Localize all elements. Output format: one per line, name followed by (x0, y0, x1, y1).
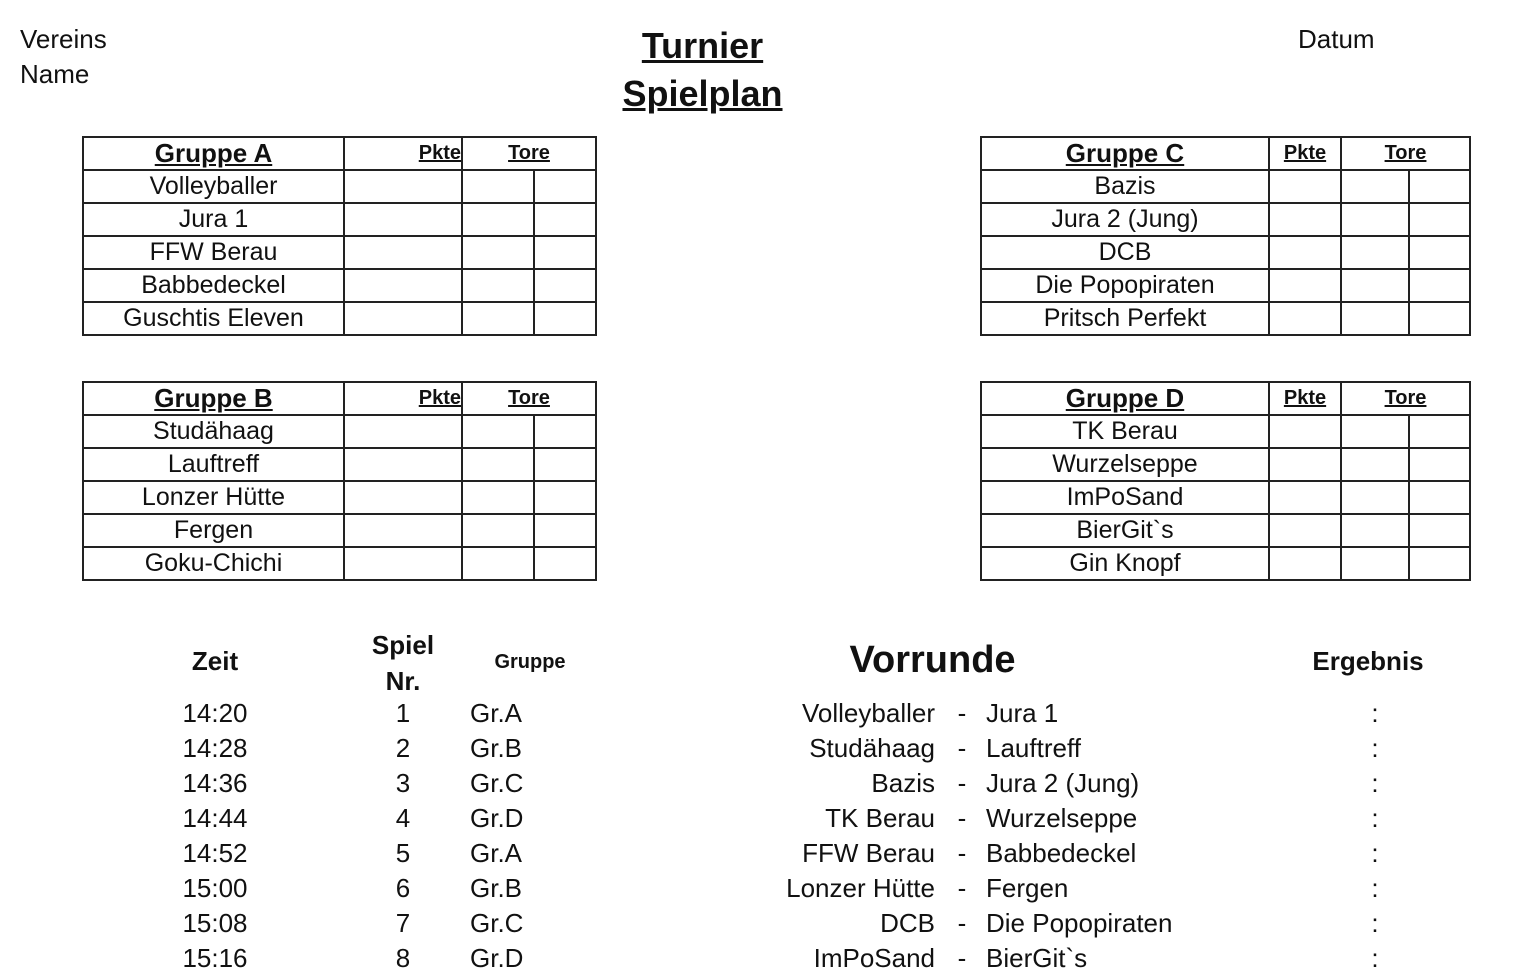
game-number-header-line1: Spiel (371, 630, 435, 660)
table-row (83, 448, 596, 481)
match-time: 15:16 (182, 943, 248, 973)
team-name: BierGit`s (981, 514, 1269, 547)
group-c-table (980, 136, 1471, 336)
group-d-title: Gruppe D (981, 382, 1269, 415)
time-column-header: Zeit (191, 646, 239, 676)
goals-against-cell[interactable] (534, 170, 596, 203)
goals-for-cell[interactable] (462, 481, 534, 514)
result-field[interactable]: : (1371, 943, 1379, 973)
points-cell[interactable] (1269, 415, 1341, 448)
home-team: DCB (880, 908, 935, 938)
match-group: Gr.C (470, 768, 524, 798)
goals-against-cell[interactable] (1409, 269, 1470, 302)
team-name: Fergen (83, 514, 344, 547)
match-number: 6 (395, 873, 411, 903)
points-cell[interactable] (344, 415, 462, 448)
goals-header: Tore (1341, 137, 1470, 170)
result-field[interactable]: : (1371, 838, 1379, 868)
table-row (981, 170, 1470, 203)
home-team: Volleyballer (802, 698, 935, 728)
match-number: 1 (395, 698, 411, 728)
table-row (981, 302, 1470, 335)
goals-against-cell[interactable] (1409, 481, 1470, 514)
vs-separator: - (957, 768, 967, 798)
team-name: ImPoSand (981, 481, 1269, 514)
game-number-header (358, 627, 448, 699)
vs-separator: - (957, 698, 967, 728)
points-cell[interactable] (344, 203, 462, 236)
goals-for-cell[interactable] (462, 302, 534, 335)
goals-for-cell[interactable] (1341, 203, 1409, 236)
group-a-table (82, 136, 597, 336)
away-team: Wurzelseppe (986, 803, 1138, 833)
match-row (0, 731, 1531, 766)
vs-separator: - (957, 943, 967, 973)
team-name: Lonzer Hütte (83, 481, 344, 514)
points-cell[interactable] (1269, 302, 1341, 335)
home-team: FFW Berau (802, 838, 935, 868)
match-number: 7 (395, 908, 411, 938)
result-field[interactable]: : (1371, 873, 1379, 903)
table-row (83, 481, 596, 514)
points-cell[interactable] (1269, 269, 1341, 302)
team-name: Die Popopiraten (981, 269, 1269, 302)
match-time: 15:00 (182, 873, 248, 903)
goals-for-cell[interactable] (1341, 236, 1409, 269)
round-title: Vorrunde (849, 639, 1016, 681)
vs-separator: - (957, 908, 967, 938)
goals-for-cell[interactable] (462, 448, 534, 481)
match-number: 3 (395, 768, 411, 798)
match-number: 4 (395, 803, 411, 833)
group-a-title: Gruppe A (83, 137, 344, 170)
table-row (981, 415, 1470, 448)
page-title-line1: Turnier (641, 25, 764, 66)
team-name: FFW Berau (83, 236, 344, 269)
goals-for-cell[interactable] (1341, 448, 1409, 481)
goals-for-cell[interactable] (462, 547, 534, 580)
match-number: 5 (395, 838, 411, 868)
team-name: Bazis (981, 170, 1269, 203)
table-row (83, 236, 596, 269)
group-b-title: Gruppe B (83, 382, 344, 415)
goals-header: Tore (1341, 382, 1470, 415)
vs-separator: - (957, 803, 967, 833)
points-header: Pkte (344, 137, 462, 170)
points-cell[interactable] (344, 236, 462, 269)
vs-separator: - (957, 873, 967, 903)
result-column-header: Ergebnis (1312, 646, 1424, 676)
goals-against-cell[interactable] (534, 203, 596, 236)
goals-against-cell[interactable] (1409, 415, 1470, 448)
goals-against-cell[interactable] (1409, 448, 1470, 481)
match-group: Gr.B (470, 733, 523, 763)
table-row (83, 415, 596, 448)
goals-against-cell[interactable] (1409, 514, 1470, 547)
goals-against-cell[interactable] (1409, 302, 1470, 335)
goals-for-cell[interactable] (1341, 514, 1409, 547)
points-cell[interactable] (344, 448, 462, 481)
points-cell[interactable] (344, 269, 462, 302)
goals-for-cell[interactable] (1341, 481, 1409, 514)
team-name: Goku-Chichi (83, 547, 344, 580)
goals-for-cell[interactable] (1341, 547, 1409, 580)
goals-against-cell[interactable] (534, 514, 596, 547)
table-row (83, 269, 596, 302)
table-row (981, 203, 1470, 236)
match-row (0, 906, 1531, 941)
goals-against-cell[interactable] (534, 269, 596, 302)
date-label: Datum (1298, 24, 1375, 54)
table-row (981, 547, 1470, 580)
goals-against-cell[interactable] (534, 236, 596, 269)
goals-for-cell[interactable] (1341, 415, 1409, 448)
goals-against-cell[interactable] (1409, 203, 1470, 236)
goals-for-cell[interactable] (1341, 269, 1409, 302)
team-name: Babbedeckel (83, 269, 344, 302)
goals-against-cell[interactable] (1409, 170, 1470, 203)
goals-for-cell[interactable] (462, 269, 534, 302)
match-time: 14:44 (182, 803, 248, 833)
points-cell[interactable] (1269, 203, 1341, 236)
goals-for-cell[interactable] (462, 236, 534, 269)
match-time: 14:52 (182, 838, 248, 868)
points-header: Pkte (344, 382, 462, 415)
home-team: Lonzer Hütte (786, 873, 935, 903)
points-cell[interactable] (344, 170, 462, 203)
match-time: 14:36 (182, 768, 248, 798)
match-row (0, 696, 1531, 731)
team-name: Wurzelseppe (981, 448, 1269, 481)
match-time: 15:08 (182, 908, 248, 938)
match-row (0, 766, 1531, 801)
team-name: TK Berau (981, 415, 1269, 448)
points-cell[interactable] (1269, 514, 1341, 547)
goals-against-cell[interactable] (534, 415, 596, 448)
team-name: Guschtis Eleven (83, 302, 344, 335)
match-group: Gr.C (470, 908, 524, 938)
home-team: TK Berau (825, 803, 935, 833)
team-name: Studähaag (83, 415, 344, 448)
page-title-line2: Spielplan (622, 73, 783, 114)
away-team: Lauftreff (986, 733, 1081, 763)
table-row (83, 514, 596, 547)
away-team: Fergen (986, 873, 1069, 903)
points-header: Pkte (1269, 382, 1341, 415)
goals-against-cell[interactable] (1409, 547, 1470, 580)
home-team: Studähaag (809, 733, 935, 763)
team-name: Jura 1 (83, 203, 344, 236)
away-team: Babbedeckel (986, 838, 1137, 868)
match-group: Gr.B (470, 873, 523, 903)
goals-against-cell[interactable] (534, 302, 596, 335)
away-team: Jura 2 (Jung) (986, 768, 1140, 798)
points-cell[interactable] (344, 547, 462, 580)
team-name: Volleyballer (83, 170, 344, 203)
goals-against-cell[interactable] (534, 547, 596, 580)
group-column-header: Gruppe (494, 651, 566, 673)
points-cell[interactable] (1269, 448, 1341, 481)
match-time: 14:28 (182, 733, 248, 763)
result-field[interactable]: : (1371, 768, 1379, 798)
group-c-title: Gruppe C (981, 137, 1269, 170)
points-cell[interactable] (1269, 547, 1341, 580)
result-field[interactable]: : (1371, 733, 1379, 763)
team-name: Jura 2 (Jung) (981, 203, 1269, 236)
table-row (83, 203, 596, 236)
goals-for-cell[interactable] (462, 170, 534, 203)
table-row (981, 236, 1470, 269)
goals-header: Tore (462, 382, 596, 415)
goals-against-cell[interactable] (1409, 236, 1470, 269)
match-group: Gr.A (470, 838, 523, 868)
points-cell[interactable] (344, 481, 462, 514)
goals-for-cell[interactable] (1341, 170, 1409, 203)
team-name: Pritsch Perfekt (981, 302, 1269, 335)
goals-for-cell[interactable] (462, 514, 534, 547)
result-field[interactable]: : (1371, 698, 1379, 728)
points-cell[interactable] (1269, 236, 1341, 269)
goals-for-cell[interactable] (1341, 302, 1409, 335)
away-team: Jura 1 (986, 698, 1059, 728)
match-row (0, 941, 1531, 976)
result-field[interactable]: : (1371, 803, 1379, 833)
vs-separator: - (957, 838, 967, 868)
goals-against-cell[interactable] (534, 448, 596, 481)
goals-against-cell[interactable] (534, 481, 596, 514)
match-row (0, 871, 1531, 906)
team-name: Lauftreff (83, 448, 344, 481)
points-cell[interactable] (344, 514, 462, 547)
match-number: 8 (395, 943, 411, 973)
table-row (981, 514, 1470, 547)
result-field[interactable]: : (1371, 908, 1379, 938)
table-row (83, 170, 596, 203)
table-row (981, 269, 1470, 302)
match-row (0, 801, 1531, 836)
game-number-header-line2: Nr. (385, 666, 421, 696)
table-row (981, 481, 1470, 514)
points-cell[interactable] (344, 302, 462, 335)
vs-separator: - (957, 733, 967, 763)
goals-for-cell[interactable] (462, 203, 534, 236)
club-name-label (20, 22, 107, 92)
points-cell[interactable] (1269, 481, 1341, 514)
home-team: Bazis (871, 768, 935, 798)
team-name: DCB (981, 236, 1269, 269)
table-row (83, 302, 596, 335)
goals-for-cell[interactable] (462, 415, 534, 448)
away-team: BierGit`s (986, 943, 1088, 973)
table-row (981, 448, 1470, 481)
table-row (83, 547, 596, 580)
team-name: Gin Knopf (981, 547, 1269, 580)
club-name-line2: Name (20, 59, 90, 89)
points-cell[interactable] (1269, 170, 1341, 203)
match-group: Gr.D (470, 803, 524, 833)
goals-header: Tore (462, 137, 596, 170)
away-team: Die Popopiraten (986, 908, 1173, 938)
group-b-table (82, 381, 597, 581)
club-name-line1: Vereins (20, 24, 107, 54)
match-row (0, 836, 1531, 871)
points-header: Pkte (1269, 137, 1341, 170)
match-time: 14:20 (182, 698, 248, 728)
match-group: Gr.A (470, 698, 523, 728)
home-team: ImPoSand (813, 943, 935, 973)
match-number: 2 (395, 733, 411, 763)
group-d-table (980, 381, 1471, 581)
match-group: Gr.D (470, 943, 524, 973)
